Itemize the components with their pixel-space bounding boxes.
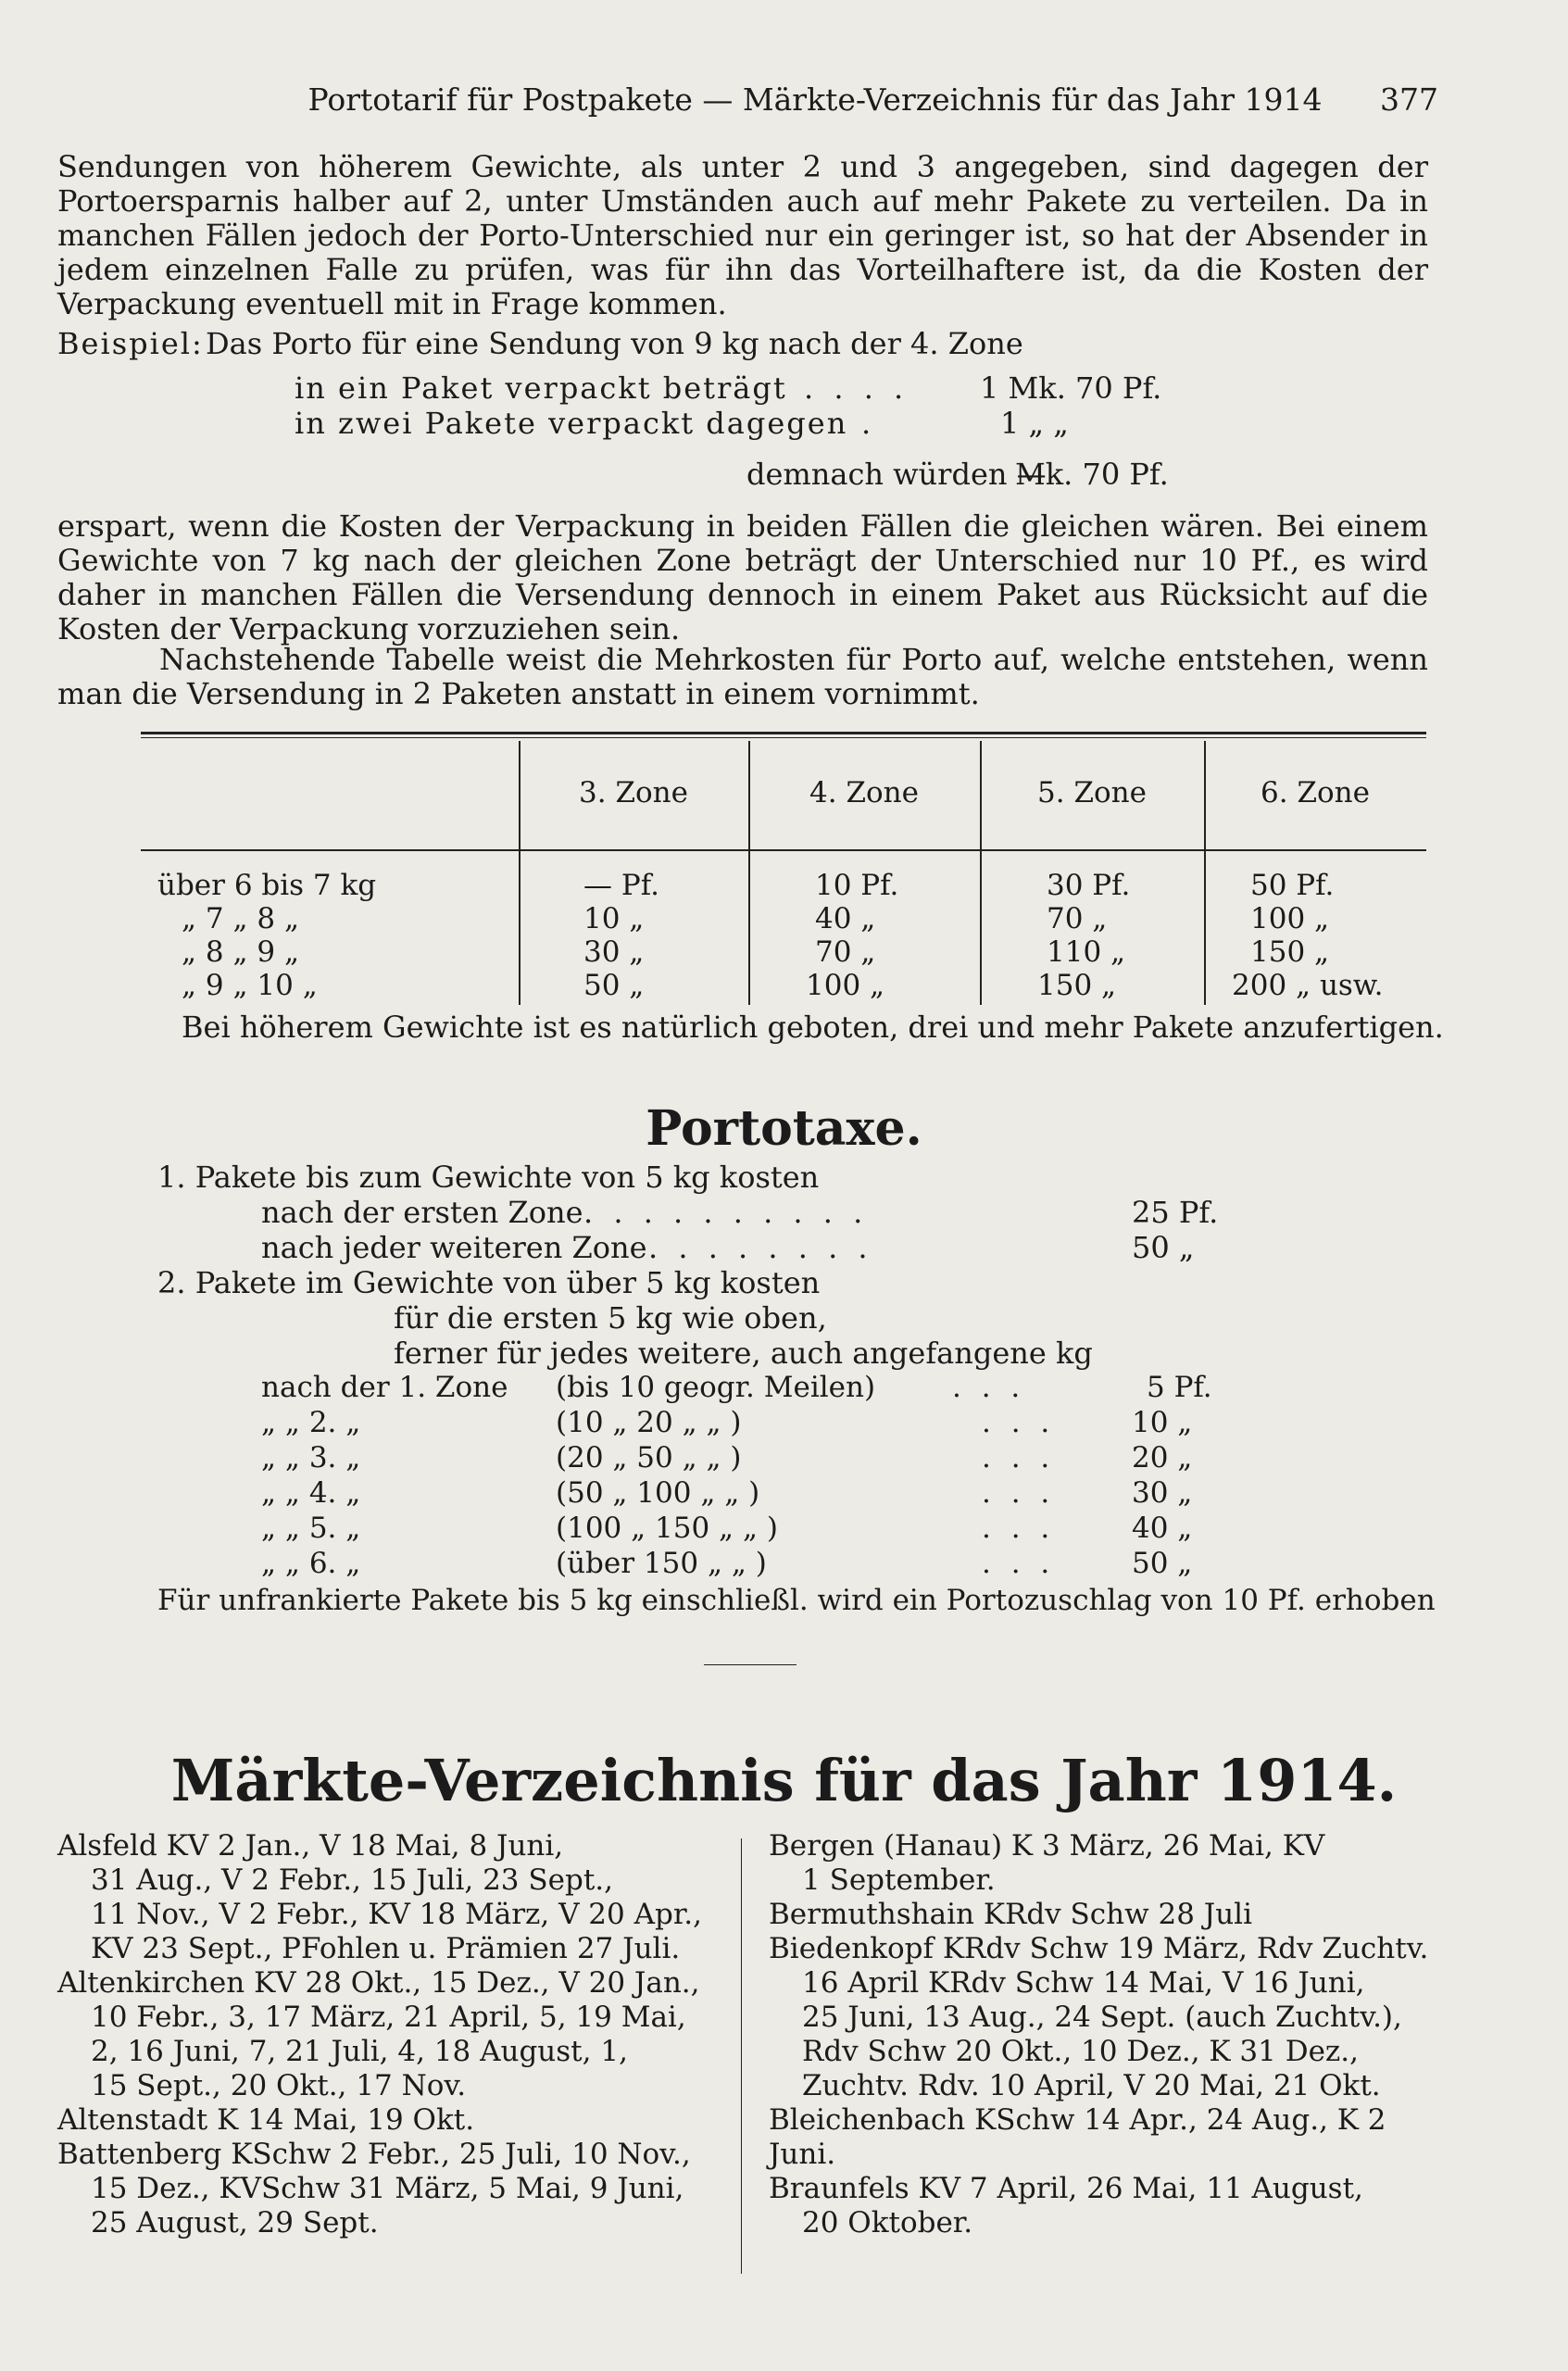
example-line-1: Das Porto für eine Sendung von 9 kg nach der 4. Zone: [206, 326, 1023, 361]
portotaxe-footnote: Für unfrankierte Pakete bis 5 kg einschließl. wird ein Portozuschlag von 10 Pf. erhoben: [157, 1584, 1436, 1617]
portotaxe-item-1b: nach jeder weiteren Zone: [261, 1230, 647, 1265]
table-top-rule: [141, 732, 1426, 734]
market-entry: Bergen (Hanau) K 3 März, 26 Mai, KV 1 September.: [769, 1829, 1325, 1897]
running-header: Portotarif für Postpakete — Märkte-Verzeichnis für das Jahr 1914: [307, 82, 1323, 118]
market-entry: Bermuthshain KRdv Schw 28 Juli: [769, 1898, 1253, 1931]
market-entry: Alsfeld KV 2 Jan., V 18 Mai, 8 Juni, 31 Aug., V 2 Febr., 15 Juli, 23 Sept., 11 Nov., V 2 Febr., KV 18 März, V 20 Apr., KV 23 Sept., PFohlen u. Prämien 27 Juli.: [57, 1829, 702, 1965]
intro-paragraph-2: erspart, wenn die Kosten der Verpackung in beiden Fällen die gleichen wären. Bei einem Gewichte von 7 kg nach der gleichen Zone beträgt der Unterschied nur 10 Pf., es wird daher in manchen Fällen die Versendung dennoch in einem Paket aus Rücksicht auf die Kosten der Verpackung vorzuziehen sein.: [57, 508, 1428, 646]
market-entry: Bleichenbach KSchw 14 Apr., 24 Aug., K 2 Juni.: [769, 2103, 1386, 2171]
table-header-zone6: 6. Zone: [1261, 776, 1370, 809]
example-line-2-value: 1 Mk. 70 Pf.: [980, 370, 1162, 406]
portotaxe-item-1a-value: 25 Pf.: [1132, 1195, 1219, 1230]
example-line-3-text: in zwei Pakete verpackt dagegen: [295, 406, 848, 441]
intro-paragraph-3: Nachstehende Tabelle weist die Mehrkosten für Porto auf, welche entstehen, wenn man die Versendung in 2 Paketen anstatt in einem vornimmt.: [57, 642, 1428, 711]
market-entry: Altenkirchen KV 28 Okt., 15 Dez., V 20 Jan., 10 Febr., 3, 17 März, 21 April, 5, 19 Mai, 2, 16 Juni, 7, 21 Juli, 4, 18 August, 1, 15 Sept., 20 Okt., 17 Nov.: [57, 1966, 700, 2102]
intro-paragraph: Sendungen von höherem Gewichte, als unter 2 und 3 angegeben, sind dagegen der Portoersparnis halber auf 2, unter Umständen auch auf mehr Pakete zu verteilen. Da in manchen Fällen jedoch der Porto-Unterschied nur ein geringer ist, so hat der Absender in jedem einzelnen Falle zu prüfen, was für ihn das Vorteilhaftere ist, da die Kosten der Verpackung eventuell mit in Frage kommen.: [57, 149, 1428, 321]
portotaxe-item-1a: nach der ersten Zone: [261, 1195, 583, 1230]
portotaxe-title: Portotaxe.: [646, 1100, 922, 1157]
table-header-zone4: 4. Zone: [809, 776, 919, 809]
portotaxe-item-2: 2. Pakete im Gewichte von über 5 kg kosten: [157, 1265, 821, 1300]
column-divider: [741, 1838, 742, 2274]
portotaxe-item-2a: für die ersten 5 kg wie oben,: [394, 1300, 827, 1336]
market-entry: Biedenkopf KRdv Schw 19 März, Rdv Zuchtv. 16 April KRdv Schw 14 Mai, V 16 Juni, 25 Juni, 13 Aug., 24 Sept. (auch Zuchtv.), Rdv Schw 20 Okt., 10 Dez., K 31 Dez., Zuchtv. Rdv. 10 April, V 20 Mai, 21 Okt.: [769, 1932, 1429, 2102]
example-line-4-value: Mk. 70 Pf.: [1015, 457, 1169, 492]
document-page: Portotarif für Postpakete — Märkte-Verzeichnis für das Jahr 1914 377 Sendungen von höherem Gewichte, als unter 2 und 3 angegeben, sind dagegen der Portoersparnis halber auf 2, unter Umständen auch auf mehr Pakete zu verteilen. Da in manchen Fällen jedoch der Porto-Unterschied nur ein geringer ist, so hat der Absender in jedem einzelnen Falle zu prüfen, was für ihn das Vorteilhaftere ist, da die Kosten der Verpackung eventuell mit in Frage kommen. Beispiel: Das Porto für eine Sendung von 9 kg nach der 4. Zone in ein Paket verpackt beträgt . . . . 1 Mk. 70 Pf. in zwei Pakete verpackt dagegen . 1 „ „ demnach würden — Mk. 70 Pf. erspart, wenn die Kosten der Verpackung in beiden Fällen die gleichen wären. Bei einem Gewichte von 7 kg nach der gleichen Zone beträgt der Unterschied nur 10 Pf., es wird daher in manchen Fällen die Versendung dennoch in einem Paket aus Rücksicht auf die Kosten der Verpackung vorzuziehen sein. Nachstehende Tabelle weist die Mehrkosten für Porto auf, welche entstehen, wenn man die Versendung in 2 Paketen anstatt in einem vornimmt. 3. Zone 4. Zone 5. Zone 6. Zone über 6 bis 7 kg — Pf. 10 Pf. 30 Pf. 50 Pf. „ 7 „ 8 „ 10 „ 40 „ 70 „ 100 „ „ 8 „ 9 „ 30 „ 70 „ 110 „ 150 „ „ 9 „ 10 „ 50 „ 100 „ 150 „ 200 „ usw. Bei höherem Gewichte ist es natürlich geboten, drei und mehr Pakete anzufertigen. Portotaxe. 1. Pakete bis zum Gewichte von 5 kg kosten nach der ersten Zone . . . . . . . . . . 25 Pf. nach jeder weiteren Zone . . . . . . . . 50 „ 2. Pakete im Gewichte von über 5 kg kosten für die ersten 5 kg wie oben, ferner für jedes weitere, auch angefangene kg nach der 1. Zone (bis 10 geogr. Meilen) . . . 5 Pf. „ „ 2. „ (10 „ 20 „ „ ) . . . 10 „ „ „ 3. „ (20 „ 50 „ „ ) . . . 20 „ „ „ 4. „ (50 „ 100 „ „ ) . . . 30 „ „ „ 5. „ (100 „ 150 „ „ ) . . . 40 „ „ „ 6. „ (über 150 „ „ ) . . . 50 „ Für unfrankierte Pakete bis 5 kg einschließl. wird ein Portozuschlag von 10 Pf. erhoben Märkte-Verzeichnis für das Jahr 1914. Alsfeld KV 2 Jan., V 18 Mai, 8 Juni, 31 Aug., V 2 Febr., 15 Juli, 23 Sept., 11 Nov., V 2 Febr., KV 18 März, V 20 Apr., KV 23 Sept., PFohlen u. Prämien 27 Juli. Altenkirchen KV 28 Okt., 15 Dez., V 20 Jan., 10 Febr., 3, 17 März, 21 April, 5, 19 Mai, 2, 16 Juni, 7, 21 Juli, 4, 18 August, 1, 15 Sept., 20 Okt., 17 Nov. Altenstadt K 14 Mai, 19 Okt. Battenberg KSchw 2 Febr., 25 Juli, 10 Nov., 15 Dez., KVSchw 31 März, 5 Mai, 9 Juni, 25 August, 29 Sept. Bergen (Hanau) K 3 März, 26 Mai, KV 1 September. Bermuthshain KRdv Schw 28 Juli Biedenkopf KRdv Schw 19 März, Rdv Zuchtv. 16 April KRdv Schw 14 Mai, V 16 Juni, 25 Juni, 13 Aug., 24 Sept. (auch Zuchtv.), Rdv Schw 20 Okt., 10 Dez., K 31 Dez., Zuchtv. Rdv. 10 April, V 20 Mai, 21 Okt. Bleichenbach KSchw 14 Apr., 24 Aug., K 2 Juni. Braunfels KV 7 April, 26 Mai, 11 August, 20 Oktober.: [0, 0, 1568, 2371]
example-line-4-text: demnach würden —: [746, 457, 1047, 492]
example-line-3-value: 1 „ „: [1000, 406, 1069, 441]
markets-title: Märkte-Verzeichnis für das Jahr 1914.: [170, 1747, 1398, 1814]
markets-right-column: [769, 1829, 1436, 2240]
market-entry: Braunfels KV 7 April, 26 Mai, 11 August, 20 Oktober.: [769, 2172, 1363, 2239]
markets-left-column: [57, 1829, 724, 2240]
portotaxe-item-1b-value: 50 „: [1132, 1230, 1195, 1265]
portotaxe-item-1: 1. Pakete bis zum Gewichte von 5 kg kosten: [157, 1160, 820, 1195]
market-entry: Battenberg KSchw 2 Febr., 25 Juli, 10 Nov., 15 Dez., KVSchw 31 März, 5 Mai, 9 Juni, 25 August, 29 Sept.: [57, 2138, 691, 2239]
section-divider: [704, 1664, 797, 1665]
table-header-zone5: 5. Zone: [1037, 776, 1147, 809]
table-note: Bei höherem Gewichte ist es natürlich geboten, drei und mehr Pakete anzufertigen.: [182, 1010, 1444, 1045]
example-label: Beispiel:: [57, 326, 204, 361]
table-header-zone3: 3. Zone: [579, 776, 688, 809]
table-header-rule: [141, 849, 1426, 851]
page-number: 377: [1380, 82, 1438, 118]
example-line-2-text: in ein Paket verpackt beträgt: [295, 370, 787, 406]
portotaxe-item-2b: ferner für jedes weitere, auch angefangene kg: [394, 1336, 1093, 1371]
market-entry: Altenstadt K 14 Mai, 19 Okt.: [57, 2103, 475, 2137]
